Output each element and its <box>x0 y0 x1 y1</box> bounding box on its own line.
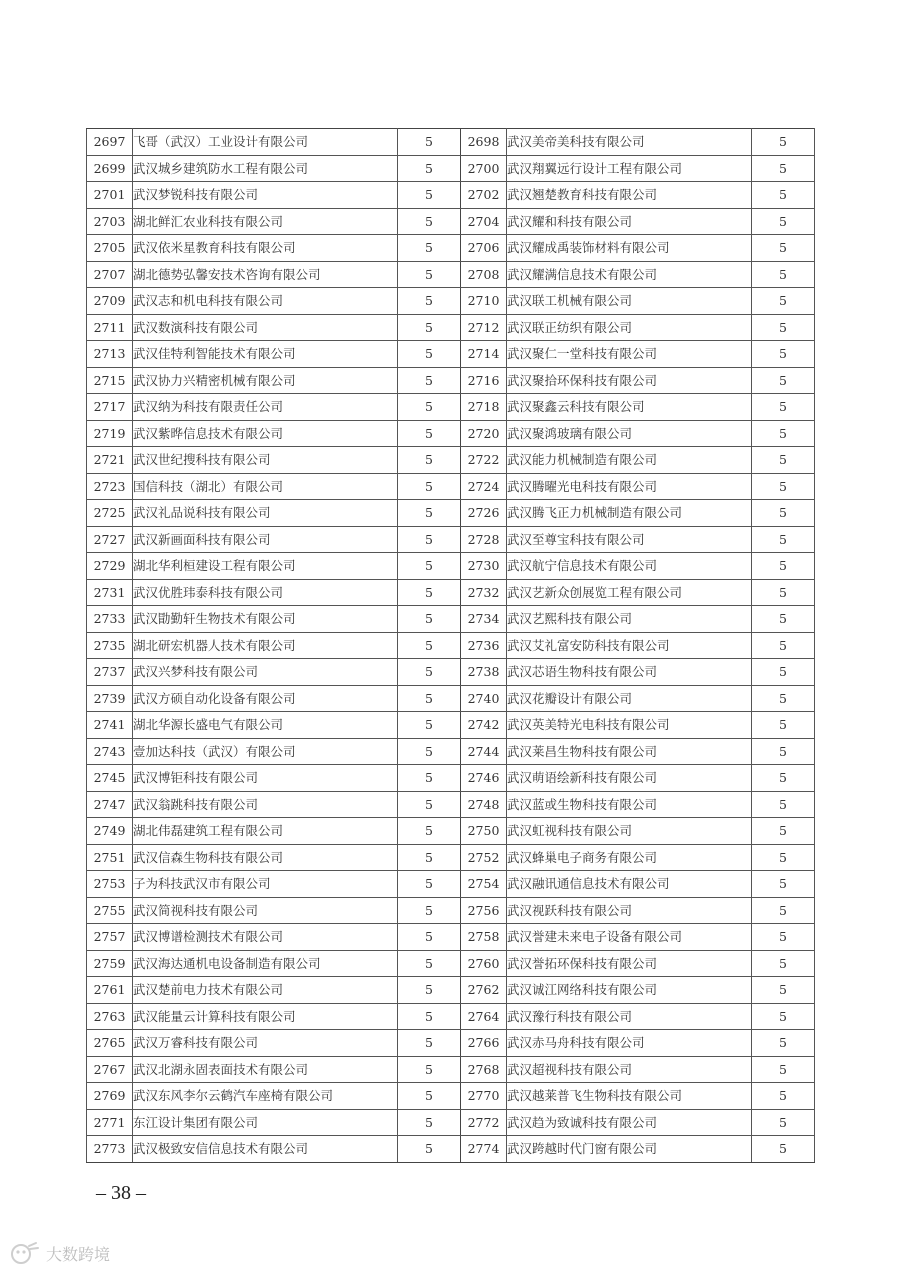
score-left: 5 <box>398 1003 461 1030</box>
score-left: 5 <box>398 155 461 182</box>
row-number-left: 2729 <box>87 553 133 580</box>
score-right: 5 <box>752 1030 815 1057</box>
score-right: 5 <box>752 235 815 262</box>
row-number-right: 2698 <box>461 129 507 156</box>
row-number-right: 2706 <box>461 235 507 262</box>
score-right: 5 <box>752 341 815 368</box>
score-left: 5 <box>398 526 461 553</box>
row-number-right: 2752 <box>461 844 507 871</box>
table-row <box>87 394 815 421</box>
company-name-right: 武汉联正纺织有限公司 <box>507 314 752 341</box>
score-left: 5 <box>398 977 461 1004</box>
score-left: 5 <box>398 1136 461 1163</box>
row-number-right: 2736 <box>461 632 507 659</box>
table-row <box>87 1030 815 1057</box>
score-right: 5 <box>752 420 815 447</box>
score-right: 5 <box>752 208 815 235</box>
row-number-right: 2756 <box>461 897 507 924</box>
score-right: 5 <box>752 261 815 288</box>
score-left: 5 <box>398 950 461 977</box>
company-name-right: 武汉航宁信息技术有限公司 <box>507 553 752 580</box>
score-left: 5 <box>398 314 461 341</box>
row-number-left: 2733 <box>87 606 133 633</box>
row-number-right: 2758 <box>461 924 507 951</box>
row-number-right: 2764 <box>461 1003 507 1030</box>
table-row <box>87 473 815 500</box>
score-left: 5 <box>398 261 461 288</box>
score-right: 5 <box>752 844 815 871</box>
company-name-left: 武汉依米星教育科技有限公司 <box>133 235 398 262</box>
row-number-left: 2697 <box>87 129 133 156</box>
score-left: 5 <box>398 182 461 209</box>
row-number-left: 2767 <box>87 1056 133 1083</box>
score-right: 5 <box>752 314 815 341</box>
company-name-right: 武汉联工机械有限公司 <box>507 288 752 315</box>
row-number-right: 2726 <box>461 500 507 527</box>
company-name-right: 武汉誉拓环保科技有限公司 <box>507 950 752 977</box>
company-name-left: 武汉佳特利智能技术有限公司 <box>133 341 398 368</box>
row-number-right: 2748 <box>461 791 507 818</box>
watermark-text: 大数跨境 <box>46 1244 111 1264</box>
row-number-right: 2700 <box>461 155 507 182</box>
row-number-right: 2716 <box>461 367 507 394</box>
company-name-left: 武汉楚前电力技术有限公司 <box>133 977 398 1004</box>
row-number-left: 2747 <box>87 791 133 818</box>
company-name-left: 湖北鲜汇农业科技有限公司 <box>133 208 398 235</box>
score-left: 5 <box>398 1109 461 1136</box>
row-number-left: 2721 <box>87 447 133 474</box>
score-left: 5 <box>398 924 461 951</box>
row-number-left: 2743 <box>87 738 133 765</box>
table-row <box>87 129 815 156</box>
table-row <box>87 447 815 474</box>
table-row <box>87 288 815 315</box>
row-number-right: 2766 <box>461 1030 507 1057</box>
row-number-right: 2734 <box>461 606 507 633</box>
row-number-left: 2707 <box>87 261 133 288</box>
score-right: 5 <box>752 1136 815 1163</box>
company-name-right: 武汉赤马舟科技有限公司 <box>507 1030 752 1057</box>
score-left: 5 <box>398 1030 461 1057</box>
score-left: 5 <box>398 553 461 580</box>
watermark <box>10 1240 110 1266</box>
score-left: 5 <box>398 871 461 898</box>
company-name-left: 武汉礼品说科技有限公司 <box>133 500 398 527</box>
row-number-left: 2769 <box>87 1083 133 1110</box>
table-row <box>87 977 815 1004</box>
score-right: 5 <box>752 394 815 421</box>
score-right: 5 <box>752 1083 815 1110</box>
company-name-right: 武汉花瓣设计有限公司 <box>507 685 752 712</box>
score-right: 5 <box>752 182 815 209</box>
company-name-left: 武汉东风李尔云鹤汽车座椅有限公司 <box>133 1083 398 1110</box>
company-name-left: 武汉纳为科技有限责任公司 <box>133 394 398 421</box>
company-name-right: 武汉翔翼远行设计工程有限公司 <box>507 155 752 182</box>
score-right: 5 <box>752 473 815 500</box>
company-name-right: 武汉蓝或生物科技有限公司 <box>507 791 752 818</box>
score-right: 5 <box>752 950 815 977</box>
company-name-left: 湖北华利桓建设工程有限公司 <box>133 553 398 580</box>
company-name-right: 武汉艺熙科技有限公司 <box>507 606 752 633</box>
row-number-left: 2731 <box>87 579 133 606</box>
row-number-right: 2746 <box>461 765 507 792</box>
score-right: 5 <box>752 606 815 633</box>
mascot-icon <box>10 1240 40 1266</box>
row-number-right: 2708 <box>461 261 507 288</box>
company-name-left: 武汉数演科技有限公司 <box>133 314 398 341</box>
company-name-right: 武汉越莱普飞生物科技有限公司 <box>507 1083 752 1110</box>
table-row <box>87 526 815 553</box>
table-row <box>87 579 815 606</box>
company-name-right: 武汉豫行科技有限公司 <box>507 1003 752 1030</box>
company-name-right: 武汉能力机械制造有限公司 <box>507 447 752 474</box>
company-name-right: 武汉誉建未来电子设备有限公司 <box>507 924 752 951</box>
table-row <box>87 606 815 633</box>
score-left: 5 <box>398 1056 461 1083</box>
row-number-left: 2771 <box>87 1109 133 1136</box>
row-number-left: 2759 <box>87 950 133 977</box>
row-number-left: 2773 <box>87 1136 133 1163</box>
row-number-right: 2744 <box>461 738 507 765</box>
table-row <box>87 341 815 368</box>
company-name-left: 湖北伟磊建筑工程有限公司 <box>133 818 398 845</box>
company-name-right: 武汉至尊宝科技有限公司 <box>507 526 752 553</box>
company-name-left: 湖北研宏机器人技术有限公司 <box>133 632 398 659</box>
score-right: 5 <box>752 1056 815 1083</box>
company-name-right: 武汉诚江网络科技有限公司 <box>507 977 752 1004</box>
company-name-left: 武汉博谱检测技术有限公司 <box>133 924 398 951</box>
score-right: 5 <box>752 526 815 553</box>
company-name-left: 湖北德势弘馨安技术咨询有限公司 <box>133 261 398 288</box>
row-number-right: 2738 <box>461 659 507 686</box>
company-name-right: 武汉视跃科技有限公司 <box>507 897 752 924</box>
row-number-left: 2763 <box>87 1003 133 1030</box>
row-number-left: 2751 <box>87 844 133 871</box>
score-right: 5 <box>752 367 815 394</box>
row-number-right: 2714 <box>461 341 507 368</box>
table-row <box>87 1109 815 1136</box>
row-number-right: 2754 <box>461 871 507 898</box>
company-name-right: 武汉聚鸿玻璃有限公司 <box>507 420 752 447</box>
score-left: 5 <box>398 367 461 394</box>
row-number-right: 2750 <box>461 818 507 845</box>
company-name-right: 武汉聚仁一堂科技有限公司 <box>507 341 752 368</box>
table-row <box>87 235 815 262</box>
score-right: 5 <box>752 897 815 924</box>
row-number-left: 2757 <box>87 924 133 951</box>
company-name-left: 武汉信森生物科技有限公司 <box>133 844 398 871</box>
table-row <box>87 1083 815 1110</box>
score-left: 5 <box>398 1083 461 1110</box>
score-right: 5 <box>752 1109 815 1136</box>
row-number-right: 2762 <box>461 977 507 1004</box>
row-number-left: 2739 <box>87 685 133 712</box>
company-name-left: 武汉海达通机电设备制造有限公司 <box>133 950 398 977</box>
table-row <box>87 1003 815 1030</box>
row-number-left: 2715 <box>87 367 133 394</box>
score-right: 5 <box>752 288 815 315</box>
score-right: 5 <box>752 1003 815 1030</box>
score-left: 5 <box>398 500 461 527</box>
table-row <box>87 208 815 235</box>
company-name-left: 国信科技（湖北）有限公司 <box>133 473 398 500</box>
company-name-left: 武汉翁跳科技有限公司 <box>133 791 398 818</box>
score-right: 5 <box>752 924 815 951</box>
score-left: 5 <box>398 341 461 368</box>
table-row <box>87 844 815 871</box>
row-number-left: 2699 <box>87 155 133 182</box>
company-name-left: 武汉志和机电科技有限公司 <box>133 288 398 315</box>
score-right: 5 <box>752 659 815 686</box>
company-name-left: 武汉优胜玮泰科技有限公司 <box>133 579 398 606</box>
table-row <box>87 897 815 924</box>
company-name-left: 武汉紫晔信息技术有限公司 <box>133 420 398 447</box>
company-name-left: 壹加达科技（武汉）有限公司 <box>133 738 398 765</box>
table-row <box>87 924 815 951</box>
table-row <box>87 1136 815 1163</box>
row-number-left: 2741 <box>87 712 133 739</box>
company-name-right: 武汉萌语绘新科技有限公司 <box>507 765 752 792</box>
row-number-right: 2770 <box>461 1083 507 1110</box>
table-row <box>87 182 815 209</box>
table-row <box>87 632 815 659</box>
score-right: 5 <box>752 977 815 1004</box>
row-number-left: 2711 <box>87 314 133 341</box>
company-name-left: 武汉协力兴精密机械有限公司 <box>133 367 398 394</box>
company-name-right: 武汉腾曜光电科技有限公司 <box>507 473 752 500</box>
row-number-right: 2732 <box>461 579 507 606</box>
company-name-left: 飞哥（武汉）工业设计有限公司 <box>133 129 398 156</box>
table-row <box>87 765 815 792</box>
company-name-left: 武汉梦锐科技有限公司 <box>133 182 398 209</box>
row-number-left: 2727 <box>87 526 133 553</box>
score-right: 5 <box>752 791 815 818</box>
score-left: 5 <box>398 632 461 659</box>
table-row <box>87 712 815 739</box>
score-left: 5 <box>398 791 461 818</box>
company-name-right: 武汉艺新众创展览工程有限公司 <box>507 579 752 606</box>
row-number-left: 2709 <box>87 288 133 315</box>
score-right: 5 <box>752 553 815 580</box>
table-row <box>87 500 815 527</box>
table-row <box>87 261 815 288</box>
company-name-right: 武汉虹视科技有限公司 <box>507 818 752 845</box>
company-name-left: 武汉北湖永固表面技术有限公司 <box>133 1056 398 1083</box>
company-name-left: 武汉勖勤轩生物技术有限公司 <box>133 606 398 633</box>
score-left: 5 <box>398 129 461 156</box>
company-name-right: 武汉超视科技有限公司 <box>507 1056 752 1083</box>
row-number-left: 2717 <box>87 394 133 421</box>
row-number-left: 2737 <box>87 659 133 686</box>
row-number-right: 2704 <box>461 208 507 235</box>
table-row <box>87 367 815 394</box>
row-number-right: 2722 <box>461 447 507 474</box>
row-number-left: 2719 <box>87 420 133 447</box>
row-number-left: 2703 <box>87 208 133 235</box>
company-name-left: 湖北华源长盛电气有限公司 <box>133 712 398 739</box>
row-number-left: 2723 <box>87 473 133 500</box>
company-name-left: 子为科技武汉市有限公司 <box>133 871 398 898</box>
score-right: 5 <box>752 632 815 659</box>
row-number-right: 2772 <box>461 1109 507 1136</box>
company-name-right: 武汉耀满信息技术有限公司 <box>507 261 752 288</box>
score-right: 5 <box>752 447 815 474</box>
score-right: 5 <box>752 579 815 606</box>
table-row <box>87 871 815 898</box>
score-left: 5 <box>398 288 461 315</box>
score-left: 5 <box>398 420 461 447</box>
score-right: 5 <box>752 765 815 792</box>
company-name-right: 武汉跨越时代门窗有限公司 <box>507 1136 752 1163</box>
row-number-left: 2735 <box>87 632 133 659</box>
table-row <box>87 818 815 845</box>
table-row <box>87 420 815 447</box>
company-name-right: 武汉英美特光电科技有限公司 <box>507 712 752 739</box>
row-number-left: 2745 <box>87 765 133 792</box>
row-number-left: 2753 <box>87 871 133 898</box>
score-left: 5 <box>398 606 461 633</box>
score-left: 5 <box>398 738 461 765</box>
row-number-left: 2765 <box>87 1030 133 1057</box>
table-row <box>87 659 815 686</box>
score-left: 5 <box>398 685 461 712</box>
table-row <box>87 1056 815 1083</box>
score-left: 5 <box>398 208 461 235</box>
company-name-left: 武汉城乡建筑防水工程有限公司 <box>133 155 398 182</box>
company-name-right: 武汉翘楚教育科技有限公司 <box>507 182 752 209</box>
company-name-right: 武汉耀成禹装饰材料有限公司 <box>507 235 752 262</box>
company-name-right: 武汉蜂巢电子商务有限公司 <box>507 844 752 871</box>
table-row <box>87 950 815 977</box>
company-name-right: 武汉美帝美科技有限公司 <box>507 129 752 156</box>
score-left: 5 <box>398 659 461 686</box>
row-number-right: 2742 <box>461 712 507 739</box>
row-number-right: 2768 <box>461 1056 507 1083</box>
table-row <box>87 314 815 341</box>
row-number-left: 2713 <box>87 341 133 368</box>
page-number: – 38 – <box>96 1182 146 1204</box>
row-number-right: 2774 <box>461 1136 507 1163</box>
table-row <box>87 553 815 580</box>
company-name-right: 武汉趋为致诚科技有限公司 <box>507 1109 752 1136</box>
row-number-right: 2760 <box>461 950 507 977</box>
score-right: 5 <box>752 712 815 739</box>
company-name-right: 武汉艾礼富安防科技有限公司 <box>507 632 752 659</box>
row-number-left: 2749 <box>87 818 133 845</box>
company-name-left: 武汉兴梦科技有限公司 <box>133 659 398 686</box>
company-name-right: 武汉融讯通信息技术有限公司 <box>507 871 752 898</box>
company-name-left: 武汉世纪搜科技有限公司 <box>133 447 398 474</box>
row-number-right: 2730 <box>461 553 507 580</box>
row-number-left: 2701 <box>87 182 133 209</box>
score-right: 5 <box>752 129 815 156</box>
row-number-left: 2761 <box>87 977 133 1004</box>
company-name-right: 武汉莱昌生物科技有限公司 <box>507 738 752 765</box>
score-left: 5 <box>398 394 461 421</box>
table-row <box>87 685 815 712</box>
score-left: 5 <box>398 712 461 739</box>
row-number-right: 2712 <box>461 314 507 341</box>
company-name-left: 武汉极致安信信息技术有限公司 <box>133 1136 398 1163</box>
company-name-left: 东江设计集团有限公司 <box>133 1109 398 1136</box>
company-name-right: 武汉聚拾环保科技有限公司 <box>507 367 752 394</box>
company-name-left: 武汉博钜科技有限公司 <box>133 765 398 792</box>
company-list-table <box>86 128 815 1163</box>
row-number-left: 2705 <box>87 235 133 262</box>
row-number-left: 2725 <box>87 500 133 527</box>
score-right: 5 <box>752 685 815 712</box>
row-number-right: 2702 <box>461 182 507 209</box>
row-number-left: 2755 <box>87 897 133 924</box>
table-row <box>87 155 815 182</box>
row-number-right: 2728 <box>461 526 507 553</box>
row-number-right: 2740 <box>461 685 507 712</box>
company-name-left: 武汉万睿科技有限公司 <box>133 1030 398 1057</box>
table-row <box>87 791 815 818</box>
score-right: 5 <box>752 871 815 898</box>
company-name-right: 武汉芯语生物科技有限公司 <box>507 659 752 686</box>
company-name-right: 武汉腾飞正力机械制造有限公司 <box>507 500 752 527</box>
score-right: 5 <box>752 818 815 845</box>
row-number-right: 2718 <box>461 394 507 421</box>
score-left: 5 <box>398 844 461 871</box>
score-left: 5 <box>398 579 461 606</box>
company-name-right: 武汉耀和科技有限公司 <box>507 208 752 235</box>
row-number-right: 2710 <box>461 288 507 315</box>
company-name-left: 武汉能量云计算科技有限公司 <box>133 1003 398 1030</box>
company-name-left: 武汉方硕自动化设备有限公司 <box>133 685 398 712</box>
row-number-right: 2720 <box>461 420 507 447</box>
company-name-left: 武汉简视科技有限公司 <box>133 897 398 924</box>
score-left: 5 <box>398 897 461 924</box>
score-left: 5 <box>398 818 461 845</box>
score-left: 5 <box>398 765 461 792</box>
company-name-left: 武汉新画面科技有限公司 <box>133 526 398 553</box>
score-left: 5 <box>398 447 461 474</box>
score-right: 5 <box>752 738 815 765</box>
score-right: 5 <box>752 155 815 182</box>
score-right: 5 <box>752 500 815 527</box>
company-name-right: 武汉聚鑫云科技有限公司 <box>507 394 752 421</box>
score-left: 5 <box>398 235 461 262</box>
table-row <box>87 738 815 765</box>
score-left: 5 <box>398 473 461 500</box>
row-number-right: 2724 <box>461 473 507 500</box>
